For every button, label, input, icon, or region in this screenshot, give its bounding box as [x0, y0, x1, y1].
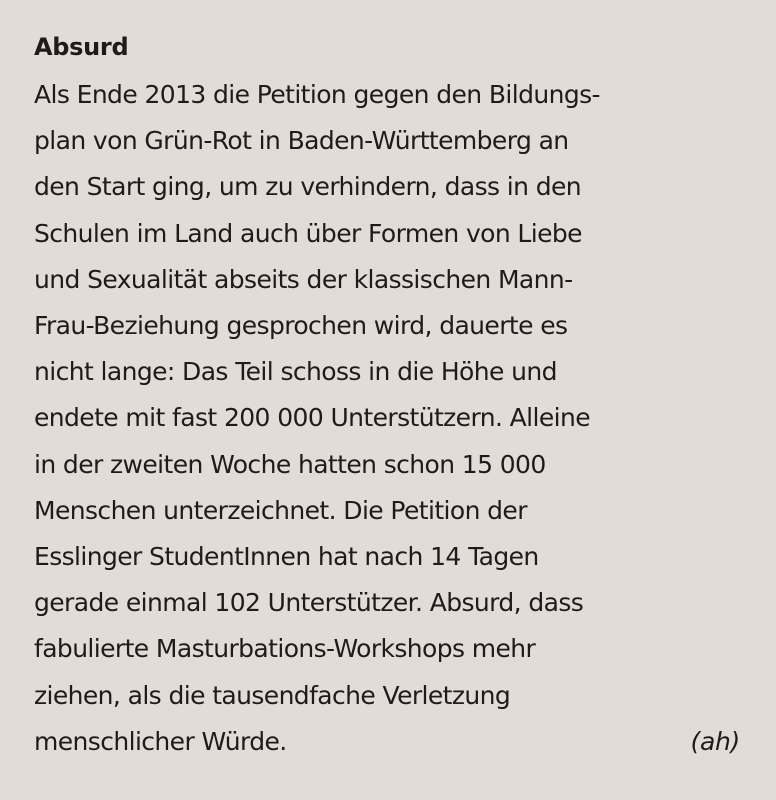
article-line: und Sexualität abseits der klassischen Mann- — [34, 264, 573, 294]
article-line: Frau-Beziehung gesprochen wird, dauerte es — [34, 311, 568, 341]
article-line: ziehen, als die tausendfache Verletzung — [34, 680, 511, 710]
article-line: endete mit fast 200 000 Unterstützern. Alleine — [34, 403, 590, 433]
article-line: gerade einmal 102 Unterstützer. Absurd, dass — [34, 588, 584, 618]
article-line: fabulierte Masturbations-Workshops mehr — [34, 634, 536, 664]
article-body — [34, 72, 742, 765]
article-line: in der zweiten Woche hatten schon 15 000 — [34, 449, 546, 479]
article-line: Als Ende 2013 die Petition gegen den Bildungs- — [34, 80, 600, 109]
article-line: menschlicher Würde. — [34, 726, 287, 756]
article-line: plan von Grün-Rot in Baden-Württemberg an — [34, 126, 569, 156]
article-line: den Start ging, um zu verhindern, dass in den — [34, 172, 582, 202]
article-line: Menschen unterzeichnet. Die Petition der — [34, 495, 527, 525]
article-line: Schulen im Land auch über Formen von Liebe — [34, 218, 582, 248]
article-line: nicht lange: Das Teil schoss in die Höhe und — [34, 357, 557, 387]
article-line: Esslinger StudentInnen hat nach 14 Tagen — [34, 542, 539, 572]
article-last-line — [34, 719, 740, 765]
author-signature: (ah) — [690, 726, 740, 756]
article-title: Absurd — [34, 33, 129, 61]
